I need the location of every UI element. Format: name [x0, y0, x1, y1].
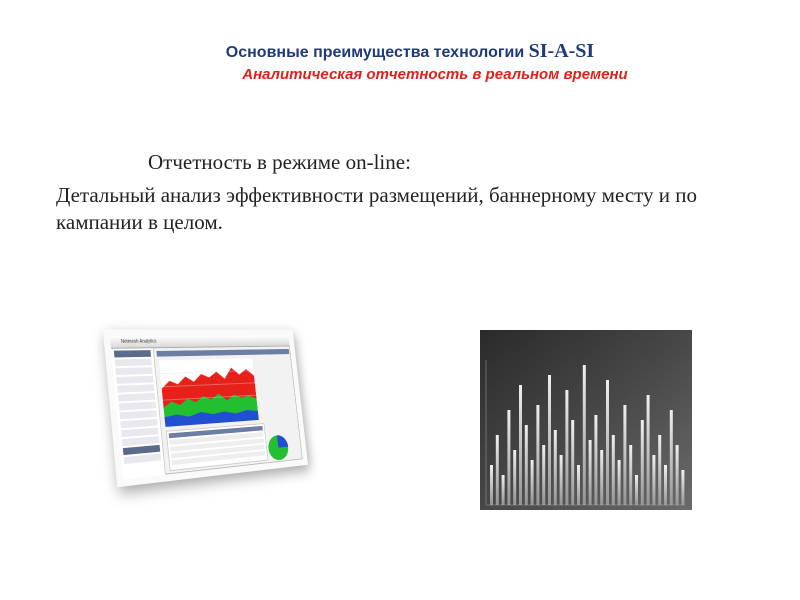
pie-chart-thumbnail: [266, 434, 290, 463]
analytics-screenshot: [100, 318, 360, 503]
bar-graph-photo: [480, 330, 692, 510]
photo-bar: [623, 405, 626, 505]
photo-bar: [600, 450, 603, 505]
photo-bar: [612, 435, 615, 505]
photo-bar: [507, 410, 510, 505]
photo-bar: [496, 435, 499, 505]
slide-title-text: Основные преимущества технологии: [225, 44, 529, 61]
photo-bar: [502, 475, 505, 505]
photo-bar: [676, 445, 679, 505]
photo-bar: [681, 470, 684, 505]
body-paragraph: Детальный анализ эффективности размещений, баннерному месту и по кампании в целом.: [56, 183, 698, 234]
photo-bar: [652, 455, 655, 505]
area-chart-thumbnail: [159, 358, 259, 427]
photo-bar: [554, 430, 557, 505]
photo-bar: [542, 445, 545, 505]
photo-bar: [577, 465, 580, 505]
photo-bar: [635, 475, 638, 505]
photo-bar: [519, 385, 522, 505]
photo-bar: [658, 435, 661, 505]
photo-bar: [594, 415, 597, 505]
photo-bar: [513, 450, 516, 505]
body-lead: Отчетность в режиме on-line:: [148, 150, 411, 174]
photo-bar: [618, 460, 621, 505]
photo-bar: [565, 390, 568, 505]
photo-bar: [589, 440, 592, 505]
photo-bar: [490, 465, 493, 505]
photo-bar: [536, 405, 539, 505]
photo-bar: [525, 425, 528, 505]
photo-bar: [548, 375, 551, 505]
photo-bar: [531, 460, 534, 505]
slide-title: [0, 40, 800, 63]
photo-bar: [583, 365, 586, 505]
photo-bar: [641, 420, 644, 505]
analytics-screen: [103, 329, 308, 487]
photo-bar: [571, 420, 574, 505]
slide-subtitle: Аналитическая отчетность в реальном времени: [242, 66, 628, 83]
photo-bar: [670, 410, 673, 505]
analytics-app-title: Netmesh Analytics: [110, 335, 290, 348]
photo-bar: [664, 465, 667, 505]
analytics-table: [166, 423, 268, 471]
brand-name: SI-A-SI: [528, 40, 595, 62]
analytics-main: [155, 347, 303, 474]
photo-bar: [560, 455, 563, 505]
photo-bar: [629, 445, 632, 505]
photo-bar: [647, 395, 650, 505]
photo-bar: [606, 380, 609, 505]
